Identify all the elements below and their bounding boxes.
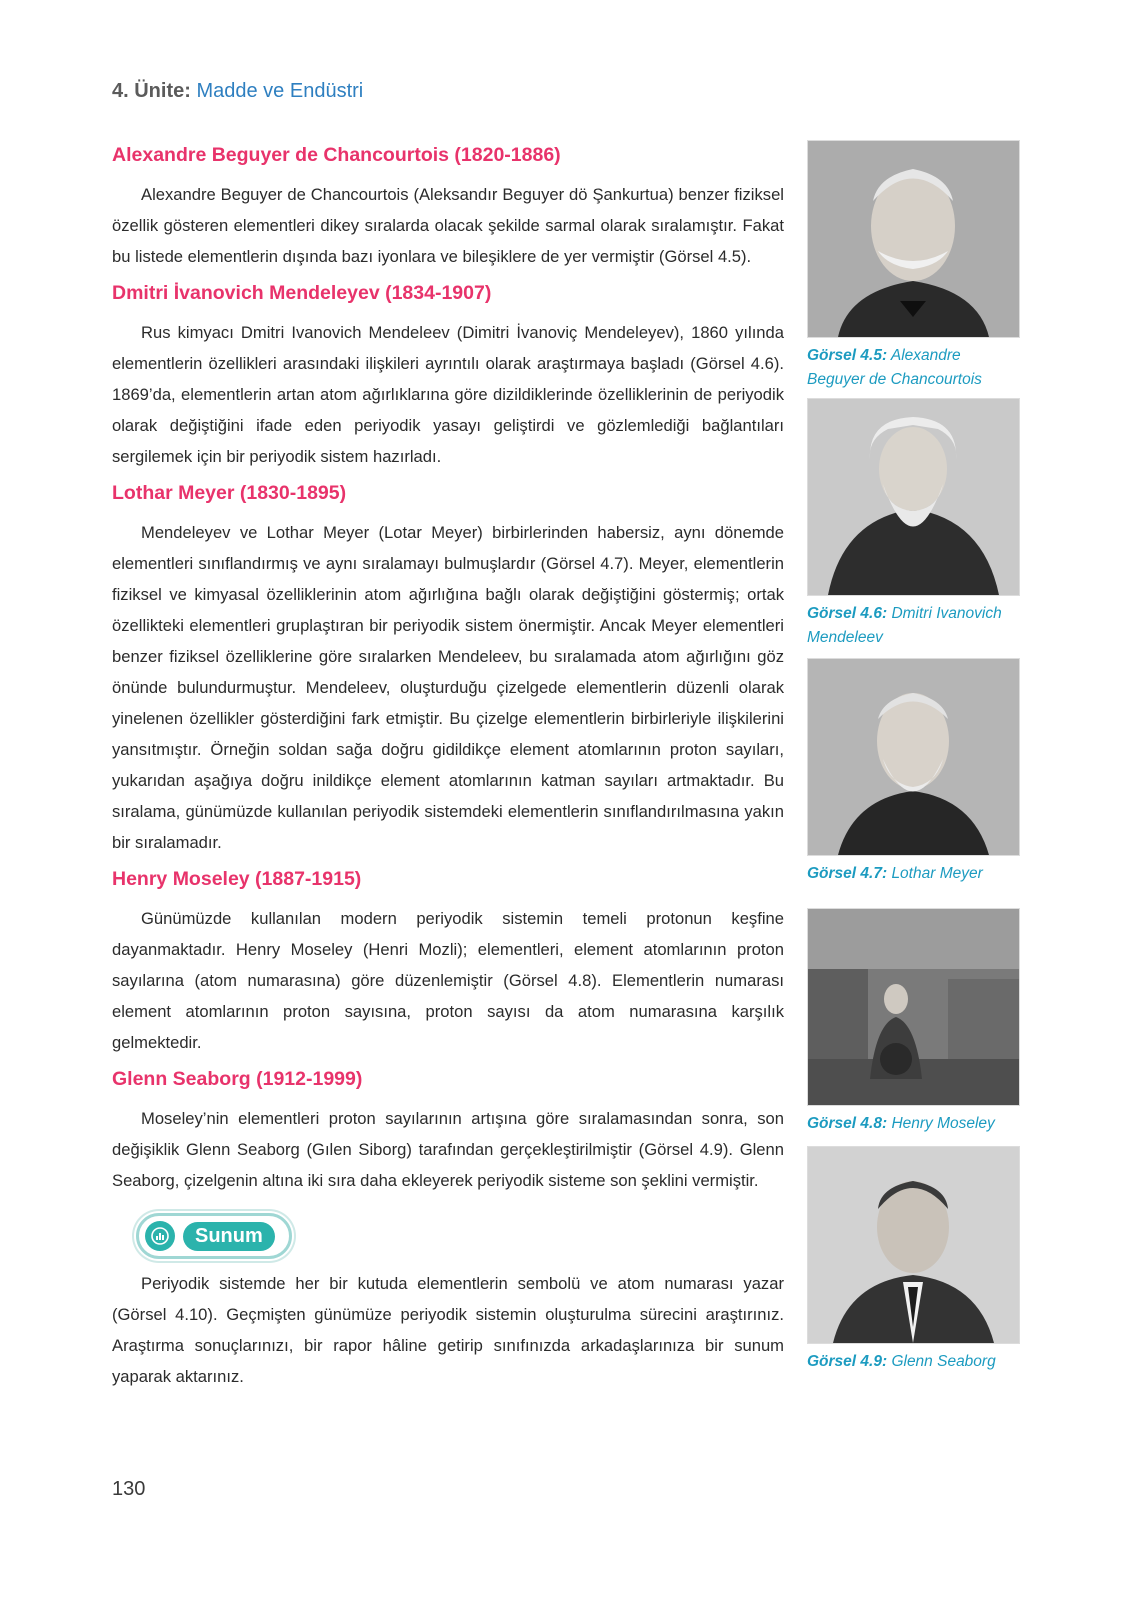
moseley-lab-photo [807,908,1020,1106]
figure-caption-4-9 [807,1350,1022,1374]
page-number: 130 [112,1478,146,1500]
section-title-moseley: Henry Moseley (1887-1915) [112,868,362,890]
section-paragraph-seaborg: Moseley’nin elementleri proton sayılarının artışına göre sıralamasından sonra, son değişiklik Glenn Seaborg (Gılen Siborg) tarafından gerçekleştirilmiştir (Görsel 4.9). Glenn Seaborg, çizelgenin altına iki sıra daha ekleyerek periyodik sisteme son şeklini vermiştir. [112,1109,784,1190]
sunum-row [136,1204,784,1268]
figure-label-4-9: Görsel 4.9: [807,1353,888,1370]
section-title-mendeleyev: Dmitri İvanovich Mendeleyev (1834-1907) [112,282,492,304]
presentation-chart-icon [145,1221,175,1251]
sunum-label: Sunum [183,1222,275,1251]
figure-text-4-5: Alexandre Beguyer de Chancourtois [807,347,982,388]
figure-label-4-6: Görsel 4.6: [807,605,888,622]
figure-caption-4-7 [807,862,1022,886]
figure-label-4-8: Görsel 4.8: [807,1115,888,1132]
section-paragraph-moseley: Günümüzde kullanılan modern periyodik sistemin temeli protonun keşfine dayanmaktadır. Henry Moseley (Henri Mozli); elementleri, element atomlarının proton sayılarına (atom numarasına) göre düzenlemiştir (Görsel 4.8). Elementlerin numarası element atomlarının proton sayısına, proton sayısı da atom numarasına karşılık gelmektedir. [112,909,784,1052]
section-title-meyer: Lothar Meyer (1830-1895) [112,482,347,504]
figure-label-4-5: Görsel 4.5: [807,347,888,364]
sunum-badge [136,1213,292,1259]
unit-number: 4. Ünite: [112,80,191,102]
figure-caption-4-8 [807,1112,1022,1136]
sunum-paragraph: Periyodik sistemde her bir kutuda elementlerin sembolü ve atom numarası yazar (Görsel 4.10). Geçmişten günümüze periyodik sistemin oluşturulma sürecini araştırınız. Araştırma sonuçlarınızı, bir rapor hâline getirip sınıfınızda arkadaşlarınıza bir sunum yaparak aktarınız. [112,1274,784,1386]
unit-name: Madde ve Endüstri [196,80,364,102]
figure-caption-4-5 [807,344,1022,392]
figure-column [807,140,1022,1374]
figure-text-4-7: Lothar Meyer [891,865,983,882]
section-paragraph-chancourtois: Alexandre Beguyer de Chancourtois (Aleksandır Beguyer dö Şankurtua) benzer fiziksel özellik gösteren elementleri dikey sıralarda olacak şekilde sarmal olarak sıralamıştır. Fakat bu listede elementlerin dışında bazı iyonlara ve bileşiklere de yer vermiştir (Görsel 4.5). [112,185,784,266]
chancourtois-portrait [807,140,1020,338]
section-title-chancourtois: Alexandre Beguyer de Chancourtois (1820-1886) [112,144,561,166]
main-content [112,140,784,1398]
mendeleyev-portrait [807,398,1020,596]
figure-label-4-7: Görsel 4.7: [807,865,888,882]
figure-text-4-6: Dmitri Ivanovich Mendeleev [807,605,1002,646]
section-paragraph-mendeleyev: Rus kimyacı Dmitri Ivanovich Mendeleev (Dimitri İvanoviç Mendeleyev), 1860 yılında elementlerin özellikleri arasındaki ilişkileri ayrıntılı olarak araştırmaya başladı (Görsel 4.6). 1869’da, elementlerin artan atom ağırlıklarına göre dizildiklerinde özelliklerinin de periyodik olarak değiştiğini ifade eden periyodik yasayı geliştirdi ve gözlemlediği bağlantıları sergilemek için bir periyodik sistem hazırladı. [112,323,784,466]
figure-text-4-9: Glenn Seaborg [891,1353,996,1370]
figure-text-4-8: Henry Moseley [891,1115,995,1132]
seaborg-portrait [807,1146,1020,1344]
figure-caption-4-6 [807,602,1022,650]
section-paragraph-meyer: Mendeleyev ve Lothar Meyer (Lotar Meyer) birbirlerinden habersiz, aynı dönemde elementleri sınıflandırmış ve aynı sıralamayı bulmuşlardır (Görsel 4.7). Meyer, elementlerin fiziksel ve kimyasal özelliklerinin atom ağırlığına bağlı olarak değiştiğini göstermiş; ortak özellikteki elementleri gruplaştıran bir periyodik sistem önermiştir. Ancak Meyer elementleri benzer fiziksel özelliklerine göre sıralarken Mendeleev, bu sıralamada atom ağırlığını göz önünde bulundurmuştur. Mendeleev, oluşturduğu çizelgede elementlerin düzenli olarak yinelenen özellikler gösterdiğini fark etmiştir. Bu çizelge elementlerin birbirleriyle ilişkilerini yansıtmıştır. Örneğin soldan sağa doğru gidildikçe element atomlarının proton sayıları, yukarıdan aşağıya doğru inildikçe element atomlarının katman sayıları artmaktadır. Bu sıralama, günümüzde kullanılan periyodik sistemdeki elementlerin sınıflandırılmasına yakın bir sıralamadır. [112,523,784,852]
unit-header [112,80,363,103]
section-title-seaborg: Glenn Seaborg (1912-1999) [112,1068,363,1090]
meyer-portrait [807,658,1020,856]
